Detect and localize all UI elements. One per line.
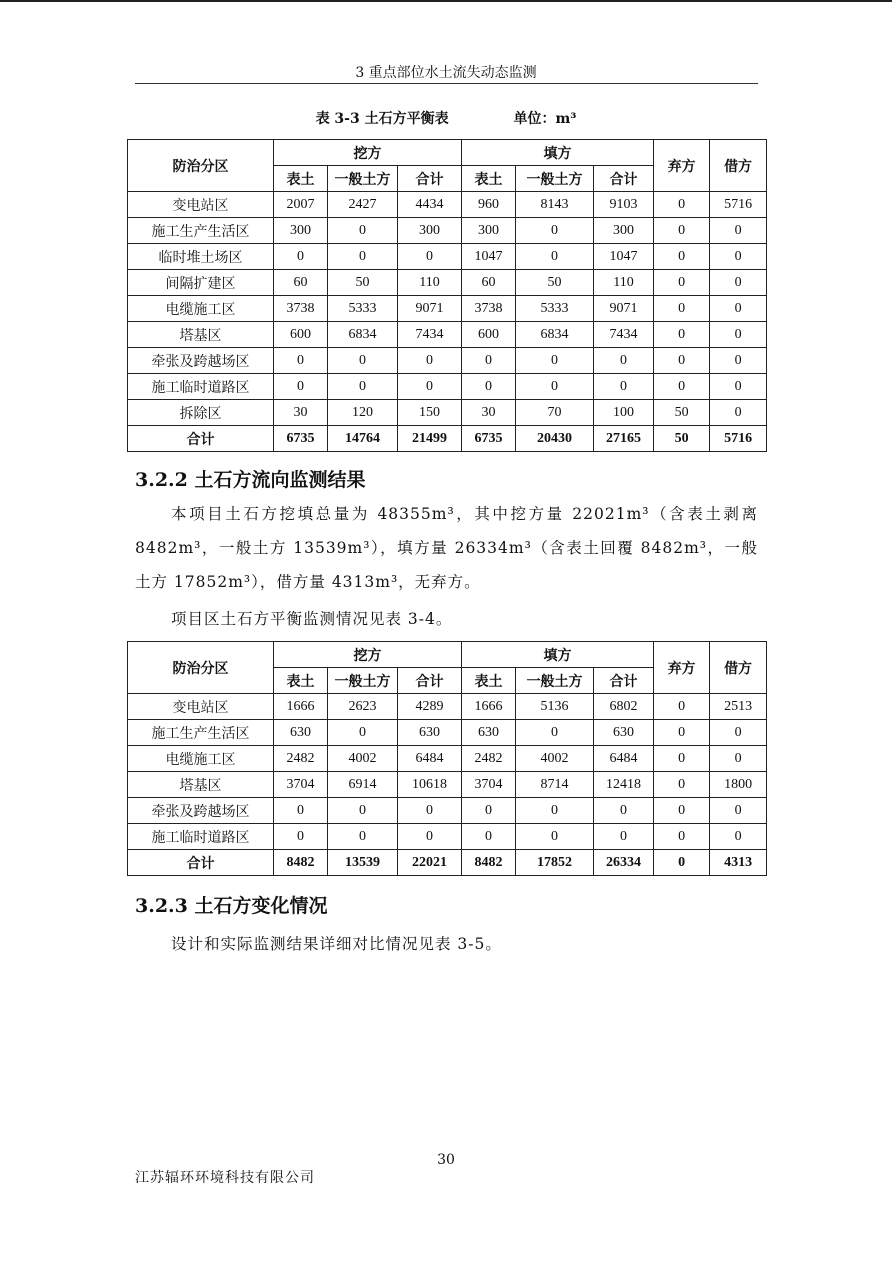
value-cell: 1047 xyxy=(462,244,516,270)
value-cell: 0 xyxy=(462,824,516,850)
table-row xyxy=(128,244,767,270)
zone-cell: 电缆施工区 xyxy=(128,746,274,772)
value-cell: 0 xyxy=(710,244,767,270)
header-topsoil: 表土 xyxy=(462,668,516,694)
value-cell: 150 xyxy=(398,400,462,426)
table-caption-title: 表 3-3 土石方平衡表 xyxy=(315,111,449,127)
value-cell: 0 xyxy=(516,798,594,824)
table-row xyxy=(128,824,767,850)
total-label-cell: 合计 xyxy=(128,426,274,452)
value-cell: 50 xyxy=(654,400,710,426)
value-cell: 0 xyxy=(462,798,516,824)
header-general: 一般土方 xyxy=(516,668,594,694)
value-cell: 3704 xyxy=(462,772,516,798)
value-cell: 0 xyxy=(328,798,398,824)
header-rule xyxy=(135,83,758,84)
value-cell: 0 xyxy=(398,244,462,270)
value-cell: 6914 xyxy=(328,772,398,798)
value-cell: 5333 xyxy=(516,296,594,322)
value-cell: 0 xyxy=(710,270,767,296)
total-value-cell: 5716 xyxy=(710,426,767,452)
header-borrow: 借方 xyxy=(710,642,767,694)
value-cell: 60 xyxy=(274,270,328,296)
value-cell: 1666 xyxy=(274,694,328,720)
value-cell: 7434 xyxy=(398,322,462,348)
value-cell: 4289 xyxy=(398,694,462,720)
header-topsoil: 表土 xyxy=(462,166,516,192)
table-3-3-caption xyxy=(0,108,892,128)
header-excavation: 挖方 xyxy=(274,140,462,166)
value-cell: 0 xyxy=(654,772,710,798)
value-cell: 0 xyxy=(398,374,462,400)
zone-cell: 塔基区 xyxy=(128,772,274,798)
value-cell: 0 xyxy=(654,746,710,772)
value-cell: 5136 xyxy=(516,694,594,720)
table-row xyxy=(128,348,767,374)
total-label-cell: 合计 xyxy=(128,850,274,876)
value-cell: 0 xyxy=(654,374,710,400)
value-cell: 0 xyxy=(328,218,398,244)
zone-cell: 牵张及跨越场区 xyxy=(128,798,274,824)
section-heading-3-2-2: 3.2.2 土石方流向监测结果 xyxy=(135,469,366,491)
body-paragraph: 项目区土石方平衡监测情况见表 3-4。 xyxy=(171,610,453,628)
page-number: 30 xyxy=(437,1152,455,1168)
value-cell: 0 xyxy=(710,746,767,772)
zone-cell: 间隔扩建区 xyxy=(128,270,274,296)
value-cell: 0 xyxy=(654,348,710,374)
header-subtotal: 合计 xyxy=(594,668,654,694)
value-cell: 100 xyxy=(594,400,654,426)
zone-cell: 变电站区 xyxy=(128,694,274,720)
value-cell: 0 xyxy=(654,296,710,322)
header-general: 一般土方 xyxy=(328,166,398,192)
value-cell: 12418 xyxy=(594,772,654,798)
header-fill: 填方 xyxy=(462,642,654,668)
value-cell: 3738 xyxy=(274,296,328,322)
value-cell: 110 xyxy=(594,270,654,296)
total-value-cell: 8482 xyxy=(462,850,516,876)
table-row xyxy=(128,374,767,400)
header-fill: 填方 xyxy=(462,140,654,166)
value-cell: 30 xyxy=(274,400,328,426)
value-cell: 630 xyxy=(398,720,462,746)
zone-cell: 牵张及跨越场区 xyxy=(128,348,274,374)
value-cell: 0 xyxy=(710,400,767,426)
header-spoil: 弃方 xyxy=(654,642,710,694)
header-subtotal: 合计 xyxy=(398,668,462,694)
value-cell: 9103 xyxy=(594,192,654,218)
value-cell: 2623 xyxy=(328,694,398,720)
value-cell: 630 xyxy=(594,720,654,746)
value-cell: 300 xyxy=(274,218,328,244)
value-cell: 0 xyxy=(274,244,328,270)
value-cell: 600 xyxy=(462,322,516,348)
value-cell: 0 xyxy=(462,348,516,374)
header-zone: 防治分区 xyxy=(128,642,274,694)
table-row xyxy=(128,400,767,426)
total-value-cell: 26334 xyxy=(594,850,654,876)
value-cell: 0 xyxy=(516,244,594,270)
total-value-cell: 6735 xyxy=(274,426,328,452)
header-excavation: 挖方 xyxy=(274,642,462,668)
value-cell: 0 xyxy=(710,798,767,824)
value-cell: 0 xyxy=(654,270,710,296)
body-paragraph: 设计和实际监测结果详细对比情况见表 3-5。 xyxy=(171,935,502,953)
value-cell: 0 xyxy=(398,348,462,374)
value-cell: 0 xyxy=(462,374,516,400)
value-cell: 0 xyxy=(654,798,710,824)
value-cell: 300 xyxy=(594,218,654,244)
total-value-cell: 50 xyxy=(654,426,710,452)
value-cell: 60 xyxy=(462,270,516,296)
value-cell: 0 xyxy=(710,374,767,400)
table-row xyxy=(128,296,767,322)
total-value-cell: 13539 xyxy=(328,850,398,876)
value-cell: 1666 xyxy=(462,694,516,720)
value-cell: 0 xyxy=(654,824,710,850)
total-value-cell: 6735 xyxy=(462,426,516,452)
total-value-cell: 20430 xyxy=(516,426,594,452)
value-cell: 7434 xyxy=(594,322,654,348)
header-general: 一般土方 xyxy=(328,668,398,694)
table-row xyxy=(128,798,767,824)
value-cell: 0 xyxy=(328,374,398,400)
zone-cell: 临时堆土场区 xyxy=(128,244,274,270)
value-cell: 0 xyxy=(274,824,328,850)
value-cell: 0 xyxy=(516,374,594,400)
value-cell: 0 xyxy=(654,218,710,244)
value-cell: 8143 xyxy=(516,192,594,218)
table-row xyxy=(128,746,767,772)
value-cell: 0 xyxy=(516,720,594,746)
table-caption-unit: 单位：m³ xyxy=(513,111,577,127)
table-row xyxy=(128,218,767,244)
value-cell: 0 xyxy=(710,348,767,374)
value-cell: 6834 xyxy=(516,322,594,348)
table-row xyxy=(128,322,767,348)
total-value-cell: 8482 xyxy=(274,850,328,876)
total-value-cell: 17852 xyxy=(516,850,594,876)
value-cell: 30 xyxy=(462,400,516,426)
value-cell: 3704 xyxy=(274,772,328,798)
value-cell: 0 xyxy=(274,374,328,400)
table-row xyxy=(128,720,767,746)
value-cell: 10618 xyxy=(398,772,462,798)
value-cell: 0 xyxy=(594,824,654,850)
zone-cell: 施工生产生活区 xyxy=(128,218,274,244)
value-cell: 0 xyxy=(594,348,654,374)
table-row xyxy=(128,772,767,798)
value-cell: 70 xyxy=(516,400,594,426)
value-cell: 0 xyxy=(710,296,767,322)
total-row xyxy=(128,426,767,452)
value-cell: 0 xyxy=(594,374,654,400)
value-cell: 9071 xyxy=(594,296,654,322)
value-cell: 0 xyxy=(398,824,462,850)
value-cell: 0 xyxy=(654,192,710,218)
value-cell: 5333 xyxy=(328,296,398,322)
value-cell: 0 xyxy=(710,720,767,746)
value-cell: 300 xyxy=(398,218,462,244)
value-cell: 0 xyxy=(398,798,462,824)
header-borrow: 借方 xyxy=(710,140,767,192)
table-row xyxy=(128,270,767,296)
total-row xyxy=(128,850,767,876)
zone-cell: 施工生产生活区 xyxy=(128,720,274,746)
value-cell: 50 xyxy=(328,270,398,296)
value-cell: 0 xyxy=(654,322,710,348)
value-cell: 1800 xyxy=(710,772,767,798)
zone-cell: 变电站区 xyxy=(128,192,274,218)
header-topsoil: 表土 xyxy=(274,166,328,192)
header-topsoil: 表土 xyxy=(274,668,328,694)
value-cell: 630 xyxy=(462,720,516,746)
total-value-cell: 21499 xyxy=(398,426,462,452)
value-cell: 0 xyxy=(274,348,328,374)
value-cell: 1047 xyxy=(594,244,654,270)
value-cell: 0 xyxy=(654,694,710,720)
value-cell: 0 xyxy=(594,798,654,824)
value-cell: 8714 xyxy=(516,772,594,798)
value-cell: 0 xyxy=(710,218,767,244)
table-row xyxy=(128,694,767,720)
value-cell: 960 xyxy=(462,192,516,218)
value-cell: 0 xyxy=(516,218,594,244)
value-cell: 300 xyxy=(462,218,516,244)
total-value-cell: 0 xyxy=(654,850,710,876)
value-cell: 3738 xyxy=(462,296,516,322)
total-value-cell: 27165 xyxy=(594,426,654,452)
zone-cell: 施工临时道路区 xyxy=(128,824,274,850)
header-subtotal: 合计 xyxy=(398,166,462,192)
value-cell: 4434 xyxy=(398,192,462,218)
total-value-cell: 4313 xyxy=(710,850,767,876)
value-cell: 110 xyxy=(398,270,462,296)
zone-cell: 电缆施工区 xyxy=(128,296,274,322)
value-cell: 2482 xyxy=(274,746,328,772)
value-cell: 120 xyxy=(328,400,398,426)
value-cell: 6834 xyxy=(328,322,398,348)
body-paragraph: 本项目土石方挖填总量为 48355m³，其中挖方量 22021m³（含表土剥离 8482m³，一般土方 13539m³），填方量 26334m³（含表土回覆 8482m³，一般土方 17852m³），借方量 4313m³，无弃方。 xyxy=(135,505,758,591)
value-cell: 600 xyxy=(274,322,328,348)
value-cell: 0 xyxy=(654,720,710,746)
value-cell: 4002 xyxy=(328,746,398,772)
value-cell: 0 xyxy=(328,244,398,270)
value-cell: 2513 xyxy=(710,694,767,720)
value-cell: 6802 xyxy=(594,694,654,720)
value-cell: 2007 xyxy=(274,192,328,218)
value-cell: 2482 xyxy=(462,746,516,772)
value-cell: 630 xyxy=(274,720,328,746)
header-subtotal: 合计 xyxy=(594,166,654,192)
header-general: 一般土方 xyxy=(516,166,594,192)
value-cell: 6484 xyxy=(594,746,654,772)
table-row xyxy=(128,192,767,218)
value-cell: 4002 xyxy=(516,746,594,772)
footer-company: 江苏辐环环境科技有限公司 xyxy=(135,1170,315,1186)
value-cell: 0 xyxy=(710,322,767,348)
total-value-cell: 14764 xyxy=(328,426,398,452)
value-cell: 5716 xyxy=(710,192,767,218)
value-cell: 0 xyxy=(274,798,328,824)
value-cell: 0 xyxy=(516,348,594,374)
value-cell: 2427 xyxy=(328,192,398,218)
value-cell: 0 xyxy=(328,720,398,746)
running-header: 3 重点部位水土流失动态监测 xyxy=(355,65,537,81)
value-cell: 0 xyxy=(328,824,398,850)
value-cell: 0 xyxy=(654,244,710,270)
earthwork-balance-table-3-4 xyxy=(127,641,767,876)
zone-cell: 施工临时道路区 xyxy=(128,374,274,400)
total-value-cell: 22021 xyxy=(398,850,462,876)
page-top-border xyxy=(0,0,892,2)
value-cell: 6484 xyxy=(398,746,462,772)
value-cell: 50 xyxy=(516,270,594,296)
value-cell: 0 xyxy=(516,824,594,850)
value-cell: 0 xyxy=(328,348,398,374)
value-cell: 0 xyxy=(710,824,767,850)
zone-cell: 拆除区 xyxy=(128,400,274,426)
value-cell: 9071 xyxy=(398,296,462,322)
zone-cell: 塔基区 xyxy=(128,322,274,348)
header-zone: 防治分区 xyxy=(128,140,274,192)
header-spoil: 弃方 xyxy=(654,140,710,192)
section-heading-3-2-3: 3.2.3 土石方变化情况 xyxy=(135,895,328,917)
earthwork-balance-table-3-3 xyxy=(127,139,767,452)
